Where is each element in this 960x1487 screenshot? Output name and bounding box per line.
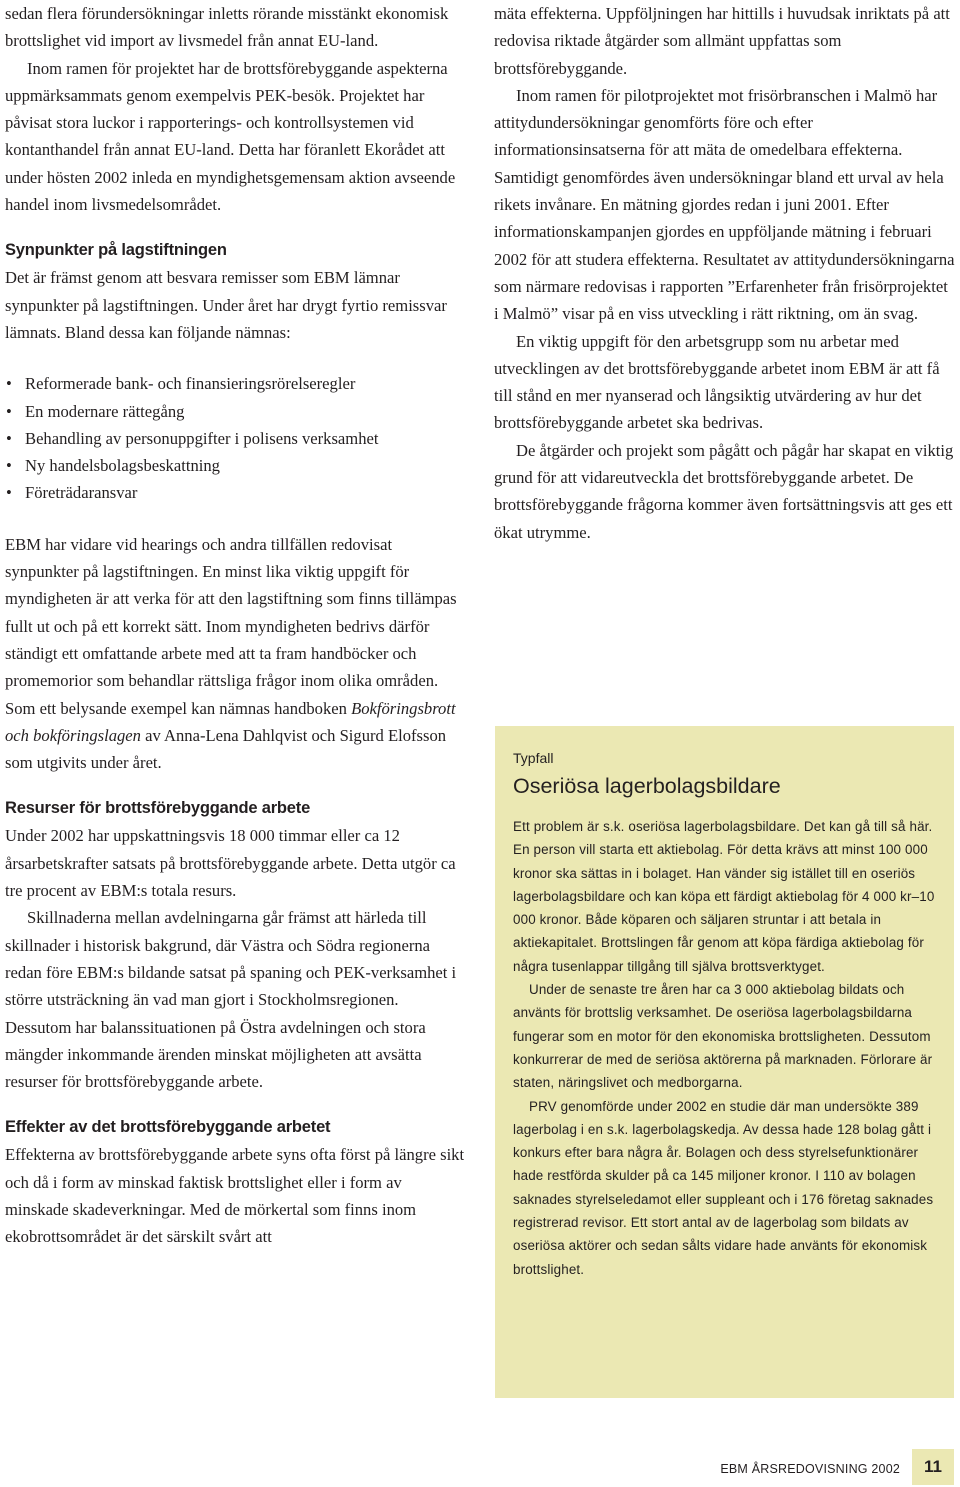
bullet-icon: •	[6, 428, 12, 448]
right-paragraph-3: En viktig uppgift för den arbetsgrupp som nu arbetar med utvecklingen av det brottsförebyggande arbetet inom EBM är att få till stånd en mer nyanserad och långsiktig utvärdering av hur det brottsförebyggande arbetet ska bedrivas.	[494, 331, 940, 433]
box-title: Oseriösa lagerbolagsbildare	[513, 774, 781, 798]
heading-effekter: Effekter av det brottsförebyggande arbetet	[5, 1118, 331, 1137]
box-paragraph-2: Under de senaste tre åren har ca 3 000 aktiebolag bildats och använts för brottslig verksamhet. De oseriösa lagerbolagsbildarna fungerar som en motor för den ekonomiska brottsligheten. Dessutom konkurrerar de med de seriösa aktörerna på marknaden. Förlorare är staten, näringslivet och medborgarna.	[513, 982, 933, 1091]
typfall-box	[495, 726, 954, 1398]
heading-lagstiftningen: Synpunkter på lagstiftningen	[5, 241, 227, 260]
left-paragraph-3: Det är främst genom att besvara remisser som EBM lämnar synpunkter på lagstiftningen. Under året har drygt fyrtio remissvar lämnats. Bland dessa kan följande nämnas:	[5, 268, 447, 342]
left-paragraph-1: sedan flera förundersökningar inletts rörande misstänkt ekonomisk brottslighet vid import av livsmedel från annat EU-land.	[5, 4, 449, 51]
left-paragraph-6: Skillnaderna mellan avdelningarna går främst att härleda till skillnader i historisk bakgrund, där Västra och Södra regionerna redan före EBM:s bildande satsat på spaning och PEK-verksamhet i större utsträckning än vad man gjort i Stockholmsregionen. Dessutom har balanssituationen på Östra avdelningen och stora mängder inkommande ärenden minskat möjligheten att avsätta resurser för brottsförebyggande arbete.	[5, 908, 457, 1092]
right-paragraph-2: Inom ramen för pilotprojektet mot frisörbranschen i Malmö har attitydundersökningar genomförts före och efter informationsinsatserna för att mäta de omedelbara effekterna. Samtidigt genomfördes även undersökningar bland ett urval av hela rikets invånare. En mätning gjordes redan i juni 2001. Efter informationskampanjen gjordes en uppföljande mätning i februari 2002 för att studera effekterna. Resultatet av attitydundersökningarna som närmare redovisas i rapporten ”Erfarenheter från frisörprojektet i Malmö” visar på en viss utveckling i rätt riktning, om än svag.	[494, 85, 955, 324]
bullet-icon: •	[6, 483, 12, 503]
box-label: Typfall	[513, 750, 554, 766]
box-paragraph-1: Ett problem är s.k. oseriösa lagerbolagsbildare. Det kan gå till så här. En person vill starta ett aktiebolag. För detta krävs att minst 100 000 kronor ska sättas in i bolaget. Han vänder sig istället till en oseriös lagerbolagsbildare och kan köpa ett färdigt aktiebolag för 4 000 kr–10 000 kronor. Både köparen och säljaren struntar i att betala in aktiekapitalet. Brottslingen får genom att köpa färdiga aktiebolag för några tusenlappar tillgång till själva brottsverktyget.	[513, 819, 935, 974]
right-column	[494, 0, 956, 546]
footer-label: EBM ÅRSREDOVISNING 2002	[720, 1462, 900, 1476]
bullet-icon: •	[6, 401, 12, 421]
list-item: • En modernare rättegång	[5, 398, 467, 425]
left-column	[5, 0, 467, 1251]
right-paragraph-4: De åtgärder och projekt som pågått och pågår har skapat en viktig grund för att vidareutveckla det brottsförebyggande arbetet. De brottsförebyggande frågorna kommer även fortsättningsvis att ges ett ökat utrymme.	[494, 440, 954, 542]
page-footer	[700, 1449, 958, 1485]
book-title: Bokföringsbrott och bokföringslagen	[5, 698, 456, 745]
left-paragraph-7: Effekterna av brottsförebyggande arbete syns ofta först på längre sikt och då i form av minskad faktisk brottslighet eller i form av minskade skadeverkningar. Med de mörkertal som finns inom ekobrottsområdet är det särskilt svårt att	[5, 1145, 465, 1247]
list-item: • Behandling av personuppgifter i polisens verksamhet	[5, 425, 467, 452]
left-paragraph-4: EBM har vidare vid hearings och andra tillfällen redovisat synpunkter på lagstiftningen. En minst lika viktig uppgift för myndigheten är att verka för att den lagstiftning som finns tillämpas fullt ut och på ett korrekt sätt. Inom myndigheten bedrivs därför ständigt ett omfattande arbete med att ta fram handböcker och promemorior som behandlar rättsliga frågor inom olika områden. Som ett belysande exempel kan nämnas handboken Bokföringsbrott och bokföringslagen av Anna-Lena Dahlqvist och Sigurd Elofsson som utgivits under året.	[5, 534, 457, 773]
box-paragraph-3: PRV genomförde under 2002 en studie där man undersökte 389 lagerbolag i en s.k. lagerbolagskedja. Av dessa hade 128 bolag gått i konkurs efter bara några år. Bolagen och dess styrelsefunktionärer hade restförda skulder på ca 145 miljoner kronor. I 110 av bolagen saknades styrelseledamot eller suppleant och i 176 företag saknades registrerad revisor. Ett stort antal av de lagerbolag som bildats av oseriösa aktörer och sedan sålts vidare hade använts för ekonomisk brottslighet.	[513, 1098, 934, 1277]
page-number: 11	[912, 1449, 954, 1485]
remiss-bullet-list	[5, 370, 467, 506]
list-item: • Reformerade bank- och finansieringsrörelseregler	[5, 370, 467, 397]
left-paragraph-5: Under 2002 har uppskattningsvis 18 000 timmar eller ca 12 årsarbetskrafter satsats på brottsförebyggande arbete. Detta utgör ca tre procent av EBM:s totala resurs.	[5, 826, 456, 901]
bullet-icon: •	[6, 374, 12, 394]
heading-resurser: Resurser för brottsförebyggande arbete	[5, 799, 311, 818]
list-item: • Företrädaransvar	[5, 479, 467, 506]
list-item: • Ny handelsbolagsbeskattning	[5, 452, 467, 479]
left-paragraph-2: Inom ramen för projektet har de brottsförebyggande aspekterna uppmärksammats genom exempelvis PEK-besök. Projektet har påvisat stora luckor i rapporterings- och kontrollsystemen vid kontanthandel från annat EU-land. Detta har föranlett Ekorådet att under hösten 2002 inleda en myndighetsgemensam aktion avseende handel inom livsmedelsområdet.	[5, 58, 456, 215]
bullet-icon: •	[6, 456, 12, 476]
right-paragraph-1: mäta effekterna. Uppföljningen har hittills i huvudsak inriktats på att redovisa riktade åtgärder som allmänt uppfattas som brottsförebyggande.	[494, 4, 950, 78]
